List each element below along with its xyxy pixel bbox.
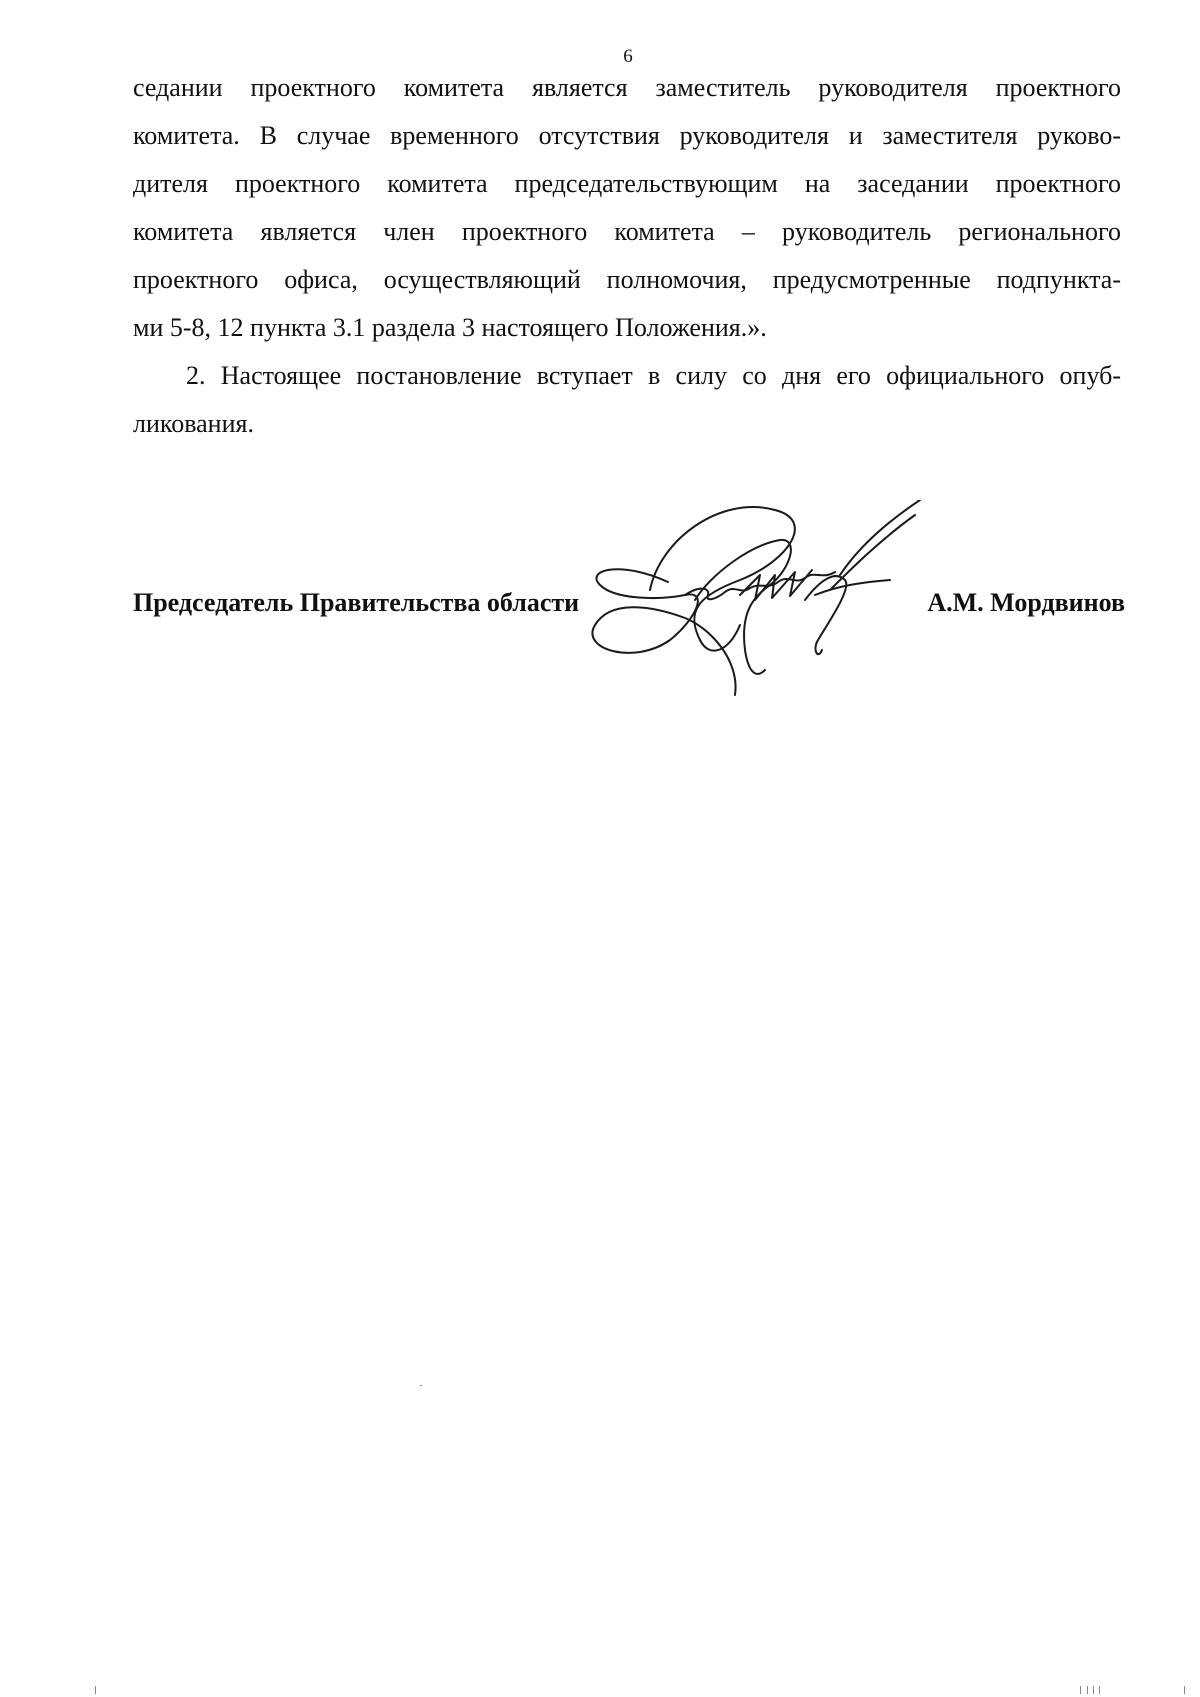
scan-artifact bbox=[95, 1686, 96, 1694]
text-line: проектного офиса, осуществляющий полномочия, предусмотренные подпункта- bbox=[133, 265, 1121, 294]
text-line: ликования. bbox=[133, 409, 254, 438]
text-line: ми 5-8, 12 пункта 3.1 раздела 3 настоящего Положения.». bbox=[133, 313, 767, 342]
paragraph-effective-date bbox=[133, 352, 1121, 448]
scan-artifact bbox=[420, 1385, 422, 1386]
text-line: 2. Настоящее постановление вступает в силу со дня его официального опуб- bbox=[186, 361, 1121, 390]
scan-artifact bbox=[1099, 1686, 1100, 1694]
handwritten-signature bbox=[590, 500, 950, 705]
text-line: комитета. В случае временного отсутствия руководителя и заместителя руково- bbox=[133, 121, 1121, 150]
signer-name: А.М. Мордвинов bbox=[927, 588, 1125, 617]
signer-title: Председатель Правительства области bbox=[133, 588, 580, 617]
text-line: седании проектного комитета является заместитель руководителя проектного bbox=[133, 73, 1121, 102]
document-body bbox=[133, 64, 1121, 448]
text-line: комитета является член проектного комитета – руководитель регионального bbox=[133, 217, 1121, 246]
scan-artifact bbox=[1080, 1686, 1081, 1694]
scan-artifact bbox=[1087, 1686, 1088, 1694]
paragraph-continuation bbox=[133, 64, 1121, 352]
scan-artifact bbox=[1093, 1686, 1094, 1694]
page-number: 6 bbox=[623, 46, 633, 67]
scan-artifact bbox=[1184, 1686, 1185, 1694]
text-line: дителя проектного комитета председательствующим на заседании проектного bbox=[133, 169, 1121, 198]
